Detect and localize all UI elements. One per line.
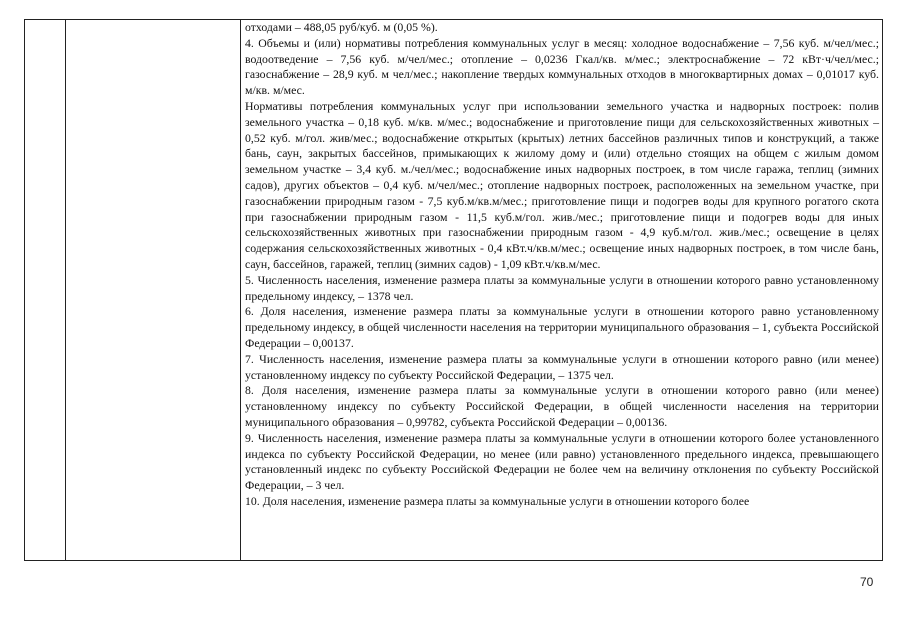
table-cell-number bbox=[25, 20, 66, 561]
paragraph-item-9: 9. Численность населения, изменение размера платы за коммунальные услуги в отношении которого более установленного индекса по субъекту Российской Федерации, но менее (или равно) установленного предельного индекса, превышающего установленный индекс по субъекту Российской Федерации не более чем на величину отклонения по субъекту Российской Федерации, – 3 чел. bbox=[245, 430, 879, 493]
table-row bbox=[25, 20, 883, 561]
content-table bbox=[24, 19, 883, 561]
table-cell-name bbox=[66, 20, 241, 561]
paragraph-item-8: 8. Доля населения, изменение размера платы за коммунальные услуги в отношении которого равно (или менее) установленному индексу по субъекту Российской Федерации, в общей численности населения на территории муниципального образования – 0,99782, субъекта Российской Федерации – 0,00136. bbox=[245, 383, 879, 429]
paragraph-item-10: 10. Доля населения, изменение размера платы за коммунальные услуги в отношении которого более bbox=[245, 493, 750, 508]
cell-text-block bbox=[241, 20, 882, 560]
paragraph-item-6: 6. Доля населения, изменение размера платы за коммунальные услуги в отношении которого равно установленному предельному индексу, в общей численности населения на территории муниципального образования – 1, субъекта Российской Федерации – 0,00137. bbox=[245, 304, 879, 350]
table-cell-description bbox=[241, 20, 883, 561]
paragraph-waste-tariff: отходами – 488,05 руб/куб. м (0,05 %). bbox=[245, 20, 438, 34]
paragraph-item-5: 5. Численность населения, изменение размера платы за коммунальные услуги в отношении которого равно установленному предельному индексу, – 1378 чел. bbox=[245, 272, 879, 303]
paragraph-item-7: 7. Численность населения, изменение размера платы за коммунальные услуги в отношении которого равно (или менее) установленному индексу по субъекту Российской Федерации, – 1375 чел. bbox=[245, 351, 879, 382]
paragraph-item-4: 4. Объемы и (или) нормативы потребления коммунальных услуг в месяц: холодное водоснабжение – 7,56 куб. м/чел/мес.; водоотведение – 7,56 куб. м/чел/мес.; отопление – 0,0236 Гкал/кв. м/мес.; электроснабжение – 72 кВт·ч/чел/мес.; газоснабжение – 28,9 куб. м чел/мес.; накопление твердых коммунальных отходов в многоквартирных домах – 0,01017 куб. м/кв. м/мес. bbox=[245, 35, 879, 98]
page-number: 70 bbox=[860, 575, 874, 589]
paragraph-land-norms: Нормативы потребления коммунальных услуг при использовании земельного участка и надворных построек: полив земельного участка – 0,18 куб. м/кв. м/мес.; водоснабжение и приготовление пищи для сельскохозяйственных животных – 0,52 куб. м/гол. жив/мес.; водоснабжение открытых (крытых) летних бассейнов различных типов и конструкций, а также бань, саун, закрытых бассейнов, примыкающих к жилому дому и (или) отдельно стоящих на общем с жилым домом земельном участке – 3,4 куб. м./чел/мес.; водоснабжение иных надворных построек, в том числе гаража, теплиц (зимних садов), других объектов – 0,4 куб. м/чел/мес.; отопление надворных построек, расположенных на земельном участке, при газоснабжении природным газом - 7,5 куб.м/кв.м/мес.; приготовление пищи и подогрев воды для крупного рогатого скота при газоснабжении природным газом - 11,5 куб.м/гол. жив./мес.; приготовление пищи и подогрев воды для иных сельскохозяйственных животных при газоснабжении природным газом - 4,9 куб.м/гол. жив./мес.; освещение в целях содержания сельскохозяйственных животных - 0,4 кВт.ч/кв.м/мес.; освещение иных надворных построек, в том числе бань, саун, бассейнов, гаражей, теплиц (зимних садов) - 1,09 кВт.ч/кв.м/мес. bbox=[245, 98, 879, 271]
